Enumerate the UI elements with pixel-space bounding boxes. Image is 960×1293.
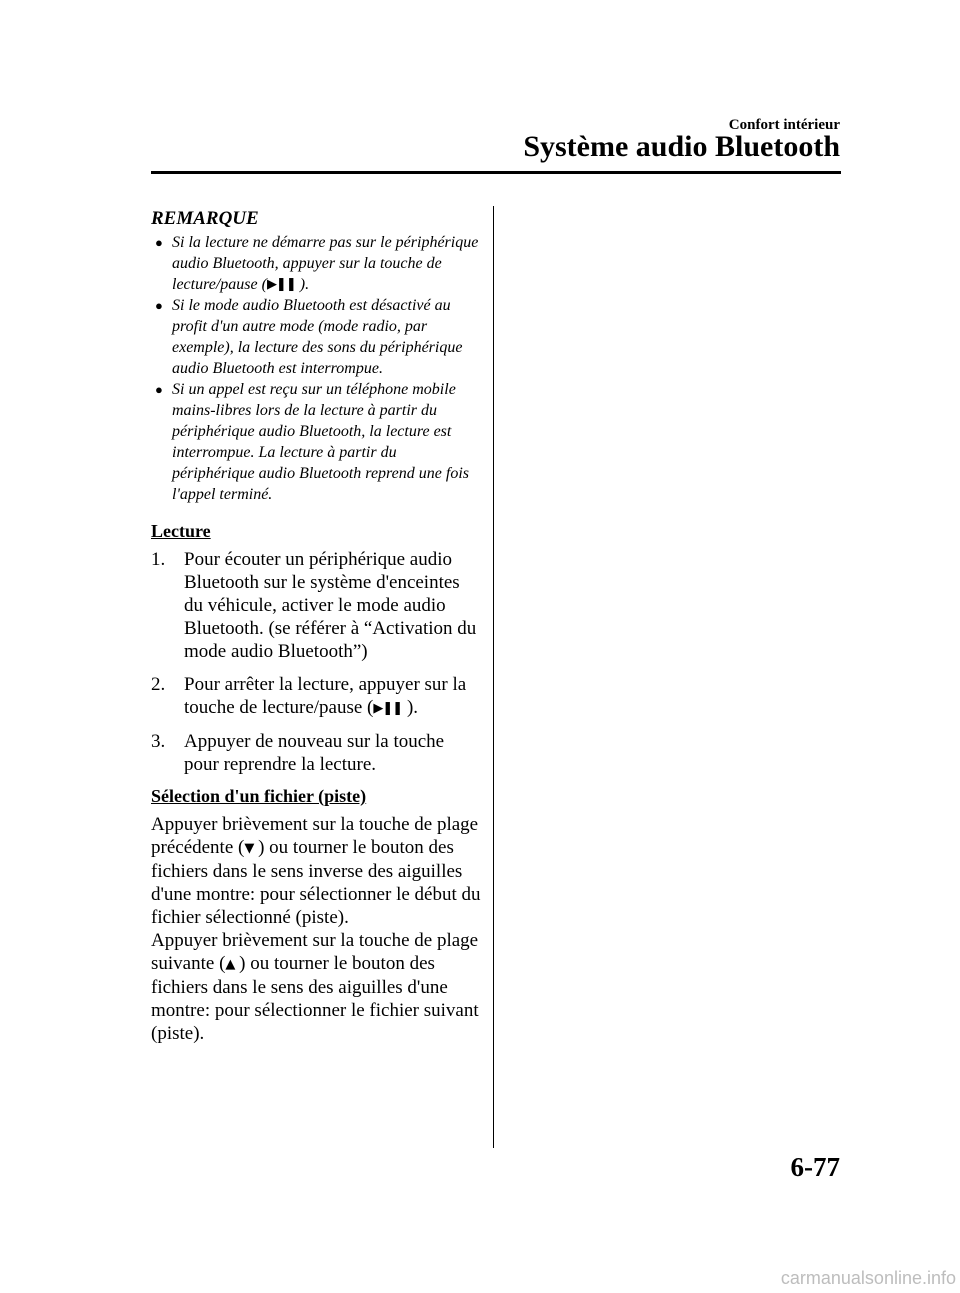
step-text: Pour écouter un périphérique audio Bluetooth sur le système d'enceintes du véhicule, activer le mode audio Bluetooth. (se référer à “Activation du mode audio Bluetooth”) (184, 549, 477, 662)
paragraph-text: ) ou tourner le bouton des fichiers dans le sens inverse des aiguilles d'une montre: pour sélectionner le début du fichier sélectionné (piste). (151, 837, 481, 928)
paragraph-text: Appuyer brièvement sur la touche de plage suivante ( (151, 930, 479, 974)
page-title: Système audio Bluetooth (523, 130, 840, 163)
step-text: Appuyer de nouveau sur la touche pour reprendre la lecture. (184, 731, 445, 775)
page-number: 6-77 (790, 1152, 840, 1182)
step-item (151, 730, 481, 776)
note-text: Si la lecture ne démarre pas sur le périphérique audio Bluetooth, appuyer sur la touche de lecture/pause ( (172, 234, 479, 293)
bullet-icon: ● (155, 298, 163, 313)
column-divider (493, 206, 494, 1148)
play-pause-icon: ▶❚❚ (373, 701, 403, 716)
paragraph-text: ) ou tourner le bouton des fichiers dans le sens des aiguilles d'une montre: pour sélectionner le fichier suivant (piste). (151, 953, 479, 1044)
paragraph (151, 813, 481, 929)
up-triangle-icon: ▲ (225, 957, 235, 972)
section-heading-selection: Sélection d'un fichier (piste) (151, 786, 367, 806)
note-item (151, 379, 481, 505)
note-text: Si un appel est reçu sur un téléphone mobile mains-libres lors de la lecture à partir du périphérique audio Bluetooth, la lecture est interrompue. La lecture à partir du périphérique audio Bluetooth reprend une fois l'appel terminé. (172, 381, 469, 503)
left-column (151, 208, 481, 1045)
step-text: ). (402, 697, 419, 718)
play-pause-icon: ▶❚❚ (266, 277, 296, 292)
note-item (151, 232, 481, 295)
watermark: carmanualsonline.info (780, 1268, 956, 1288)
step-number: 3. (151, 731, 166, 752)
note-item (151, 295, 481, 379)
bullet-icon: ● (155, 382, 163, 397)
bullet-icon: ● (155, 235, 163, 250)
section-heading-lecture: Lecture (151, 521, 211, 541)
section-label: Confort intérieur (728, 117, 840, 133)
note-text: ). (295, 276, 310, 293)
paragraph-text: Appuyer brièvement sur la touche de plage précédente ( (151, 814, 479, 858)
step-text: Pour arrêter la lecture, appuyer sur la touche de lecture/pause ( (184, 674, 467, 718)
step-number: 1. (151, 549, 166, 570)
step-item (151, 673, 481, 720)
step-number: 2. (151, 674, 166, 695)
down-triangle-icon: ▼ (244, 841, 254, 856)
paragraph (151, 929, 481, 1045)
note-list (151, 232, 481, 505)
header-rule (151, 171, 841, 174)
note-title: REMARQUE (151, 208, 259, 229)
note-text: Si le mode audio Bluetooth est désactivé au profit d'un autre mode (mode radio, par exemple), la lecture des sons du périphérique audio Bluetooth est interrompue. (172, 297, 463, 377)
step-item (151, 548, 481, 663)
